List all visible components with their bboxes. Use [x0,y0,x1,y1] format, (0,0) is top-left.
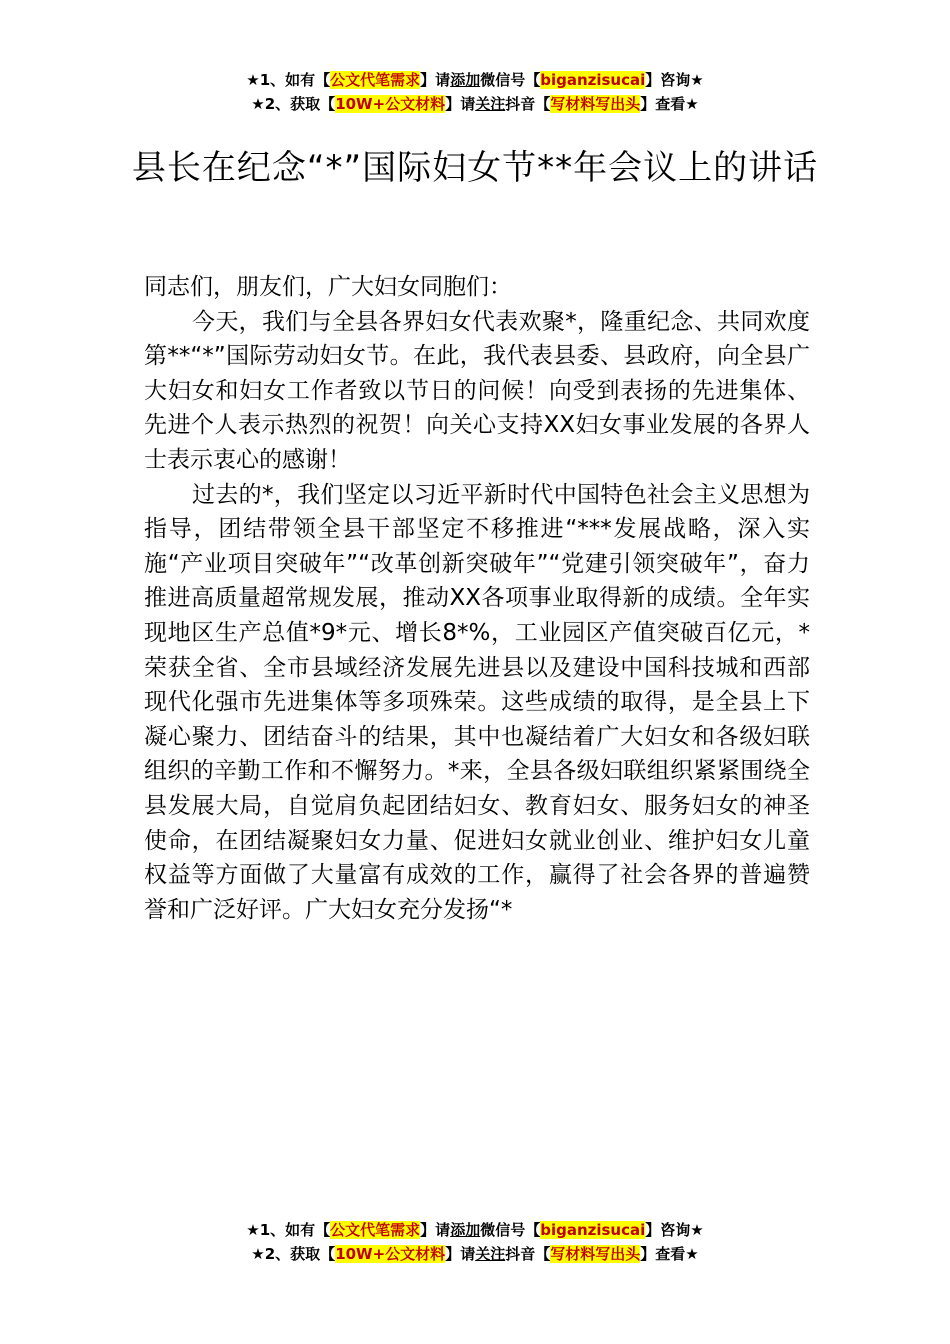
promo-line-2-highlight-douyin: 写材料写出头 [550,95,641,113]
promo-line-1-highlight-wechat: biganzisucai [540,71,646,89]
footer-promo-line-1-prefix: ★1、如有【 [246,1221,331,1239]
footer-promo-line-1-mid: 】请 [420,1221,451,1239]
footer-promo-line-1-mid2: 微信号【 [480,1221,541,1239]
header-promo-banner [0,68,950,116]
footer-promo-line-1 [0,1218,950,1242]
paragraph-1: 今天，我们与全县各界妇女代表欢聚*，隆重纪念、共同欢度第**“*”国际劳动妇女节。在此，我代表县委、县政府，向全县广大妇女和妇女工作者致以节日的问候！向受到表扬的先进集体、先进个人表示热烈的祝贺！向关心支持XX妇女事业发展的各界人士表示衷心的感谢！ [144,308,810,473]
footer-promo-line-2-suffix: 】查看★ [640,1245,699,1263]
footer-promo-line-2-underlined: 关注 [475,1245,506,1263]
document-title: 县长在纪念“*”国际妇女节**年会议上的讲话 [131,148,819,188]
footer-promo-line-1-suffix: 】咨询★ [645,1221,704,1239]
promo-line-1-highlight-service: 公文代笔需求 [330,71,421,89]
footer-promo-line-2 [0,1242,950,1266]
footer-promo-line-1-highlight-wechat: biganzisucai [540,1221,646,1239]
document-body [144,270,810,927]
footer-promo-line-2-mid2: 抖音【 [505,1245,551,1263]
footer-promo-banner [0,1218,950,1266]
footer-promo-line-2-prefix: ★2、获取【 [251,1245,336,1263]
footer-promo-line-2-mid: 】请 [445,1245,476,1263]
promo-line-1-prefix: ★1、如有【 [246,71,331,89]
promo-line-1-mid: 】请 [420,71,451,89]
promo-line-1 [0,68,950,92]
promo-line-1-suffix: 】咨询★ [645,71,704,89]
promo-line-2-prefix: ★2、获取【 [251,95,336,113]
footer-promo-line-1-underlined: 添加 [450,1221,481,1239]
salutation: 同志们，朋友们，广大妇女同胞们： [144,274,512,300]
promo-line-1-underlined: 添加 [450,71,481,89]
paragraph-2: 过去的*，我们坚定以习近平新时代中国特色社会主义思想为指导，团结带领全县干部坚定不移推进“***发展战略，深入实施“产业项目突破年”“改革创新突破年”“党建引领突破年”，奋力推进高质量超常规发展，推动XX各项事业取得新的成绩。全年实现地区生产总值*9*元、增长8*%，工业园区产值突破百亿元，*荣获全省、全市县域经济发展先进县以及建设中国科技城和西部现代化强市先进集体等多项殊荣。这些成绩的取得，是全县上下凝心聚力、团结奋斗的结果，其中也凝结着广大妇女和各级妇联组织的辛勤工作和不懈努力。*来，全县各级妇联组织紧紧围绕全县发展大局，自觉肩负起团结妇女、教育妇女、服务妇女的神圣使命，在团结凝聚妇女力量、促进妇女就业创业、维护妇女儿童权益等方面做了大量富有成效的工作，赢得了社会各界的普遍赞誉和广泛好评。广大妇女充分发扬“* [144,481,810,923]
promo-line-2-highlight-materials: 10W+公文材料 [335,95,446,113]
footer-promo-line-2-highlight-douyin: 写材料写出头 [550,1245,641,1263]
footer-promo-line-1-highlight-service: 公文代笔需求 [330,1221,421,1239]
promo-line-2-underlined: 关注 [475,95,506,113]
footer-promo-line-2-highlight-materials: 10W+公文材料 [335,1245,446,1263]
promo-line-2-mid: 】请 [445,95,476,113]
promo-line-2 [0,92,950,116]
promo-line-2-suffix: 】查看★ [640,95,699,113]
promo-line-1-mid2: 微信号【 [480,71,541,89]
promo-line-2-mid2: 抖音【 [505,95,551,113]
